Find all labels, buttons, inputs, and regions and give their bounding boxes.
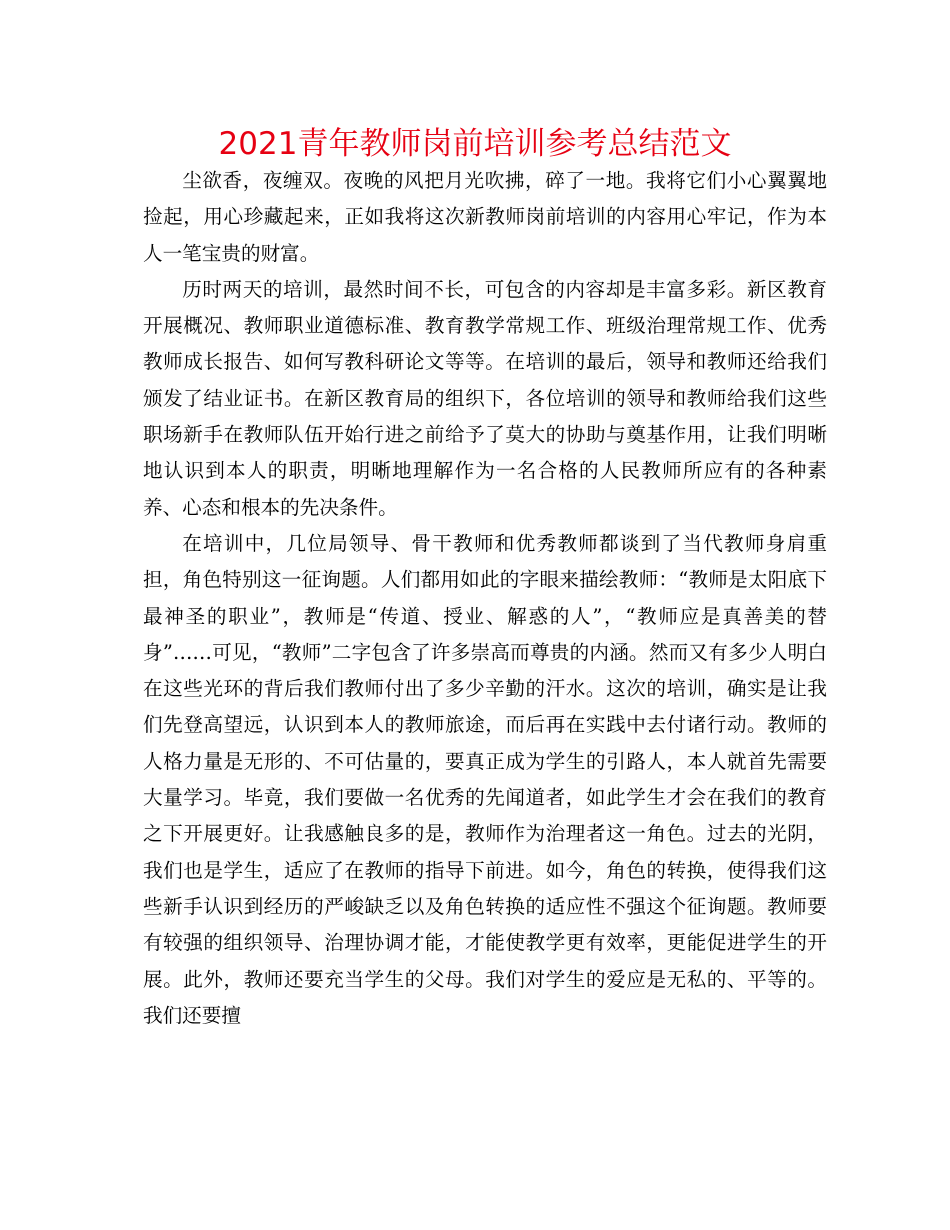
paragraph-3: 在培训中，几位局领导、骨干教师和优秀教师都谈到了当代教师身肩重担，角色特别这一征询题。人们都用如此的字眼来描绘教师：“教师是太阳底下最神圣的职业”，教师是“传道、授业、解惑的人”，“教师应是真善美的替身”……可见，“教师”二字包含了许多崇高而尊贵的内涵。然而又有多少人明白在这些光环的背后我们教师付出了多少辛勤的汗水。这次的培训，确实是让我们先登高望远，认识到本人的教师旅途，而后再在实践中去付诸行动。教师的人格力量是无形的、不可估量的，要真正成为学生的引路人，本人就首先需要大量学习。毕竟，我们要做一名优秀的先闻道者，如此学生才会在我们的教育之下开展更好。让我感触良多的是，教师作为治理者这一角色。过去的光阴，我们也是学生，适应了在教师的指导下前进。如今，角色的转换，使得我们这些新手认识到经历的严峻缺乏以及角色转换的适应性不强这个征询题。教师要有较强的组织领导、治理协调才能，才能使教学更有效率，更能促进学生的开展。此外，教师还要充当学生的父母。我们对学生的爱应是无私的、平等的。我们还要擅 [143,531,827,1027]
document-title: 2021青年教师岗前培训参考总结范文 [218,126,732,162]
paragraph-1: 尘欲香，夜缠双。夜晚的风把月光吹拂，碎了一地。我将它们小心翼翼地捡起，用心珍藏起来，正如我将这次新教师岗前培训的内容用心牢记，作为本人一笔宝贵的财富。 [143,169,827,265]
document-body [143,163,827,1034]
paragraph-2: 历时两天的培训，最然时间不长，可包含的内容却是丰富多彩。新区教育开展概况、教师职业道德标准、教育教学常规工作、班级治理常规工作、优秀教师成长报告、如何写教科研论文等等。在培训的最后，领导和教师还给我们颁发了结业证书。在新区教育局的组织下，各位培训的领导和教师给我们这些职场新手在教师队伍开始行进之前给予了莫大的协助与奠基作用，让我们明晰地认识到本人的职责，明晰地理解作为一名合格的人民教师所应有的各种素养、心态和根本的先决条件。 [143,277,827,519]
